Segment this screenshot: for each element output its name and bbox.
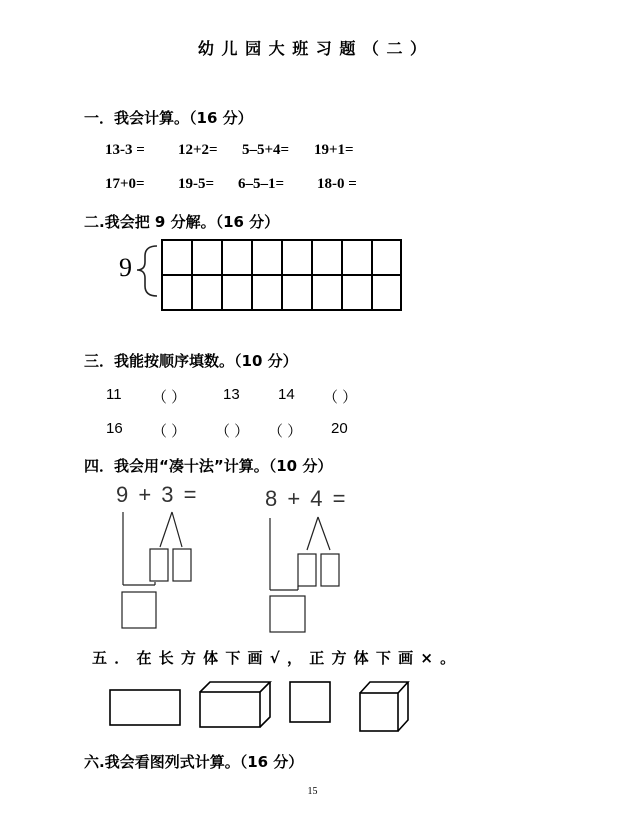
section-2-heading: 二.我会把 9 分解。（16 分） — [84, 213, 280, 231]
section-1-heading: 一．我会计算。（16 分） — [84, 109, 253, 127]
section-3-heading: 三．我能按顺序填数。（10 分） — [84, 352, 298, 370]
sequence-blank[interactable]: （ ） — [152, 423, 187, 440]
sequence-blank[interactable]: （ ） — [215, 423, 250, 440]
sequence-item: 16 — [106, 420, 123, 437]
curly-brace — [137, 246, 157, 296]
calc-item: 19-5= — [178, 176, 215, 192]
sequence-blank[interactable]: （ ） — [323, 389, 358, 406]
square-shape — [290, 682, 330, 722]
make-ten-diagram-left — [122, 512, 191, 628]
make-ten-expression-right: 8 + 4 = — [265, 486, 346, 511]
sequence-item: 13 — [223, 386, 240, 403]
calc-item: 6–5–1= — [238, 176, 285, 192]
sequence-item: 14 — [278, 386, 295, 403]
sequence-blank[interactable]: （ ） — [152, 389, 187, 406]
calc-item: 18-0 = — [317, 176, 357, 192]
answer-box — [173, 549, 191, 581]
sequence-blank[interactable]: （ ） — [268, 423, 303, 440]
section-5-heading: 五 ． 在 长 方 体 下 画 √ ， 正 方 体 下 画 × 。 — [92, 649, 457, 667]
make-ten-expression-left: 9 + 3 = — [116, 482, 197, 507]
answer-box — [270, 596, 305, 632]
flat-rectangle-shape — [110, 690, 180, 725]
sequence-item: 11 — [106, 386, 122, 403]
calc-item: 12+2= — [178, 142, 218, 158]
page-number: 15 — [307, 786, 318, 797]
sequence-item: 20 — [331, 420, 348, 437]
decompose-grid — [162, 240, 401, 310]
answer-box — [150, 549, 168, 581]
answer-box — [321, 554, 339, 586]
calc-item: 5–5+4= — [242, 142, 290, 158]
calc-item: 13-3 = — [105, 142, 145, 158]
cuboid-shape — [200, 682, 270, 727]
cube-shape — [360, 682, 408, 731]
make-ten-diagram-right — [270, 517, 339, 632]
answer-box — [298, 554, 316, 586]
calc-item: 17+0= — [105, 176, 145, 192]
decompose-number: 9 — [119, 253, 132, 282]
calc-item: 19+1= — [314, 142, 354, 158]
page-title: 幼 儿 园 大 班 习 题 （ 二 ） — [197, 39, 428, 58]
answer-box — [122, 592, 156, 628]
section-4-heading: 四．我会用“凑十法”计算。（10 分） — [84, 457, 333, 475]
section-6-heading: 六.我会看图列式计算。（16 分） — [84, 753, 304, 771]
